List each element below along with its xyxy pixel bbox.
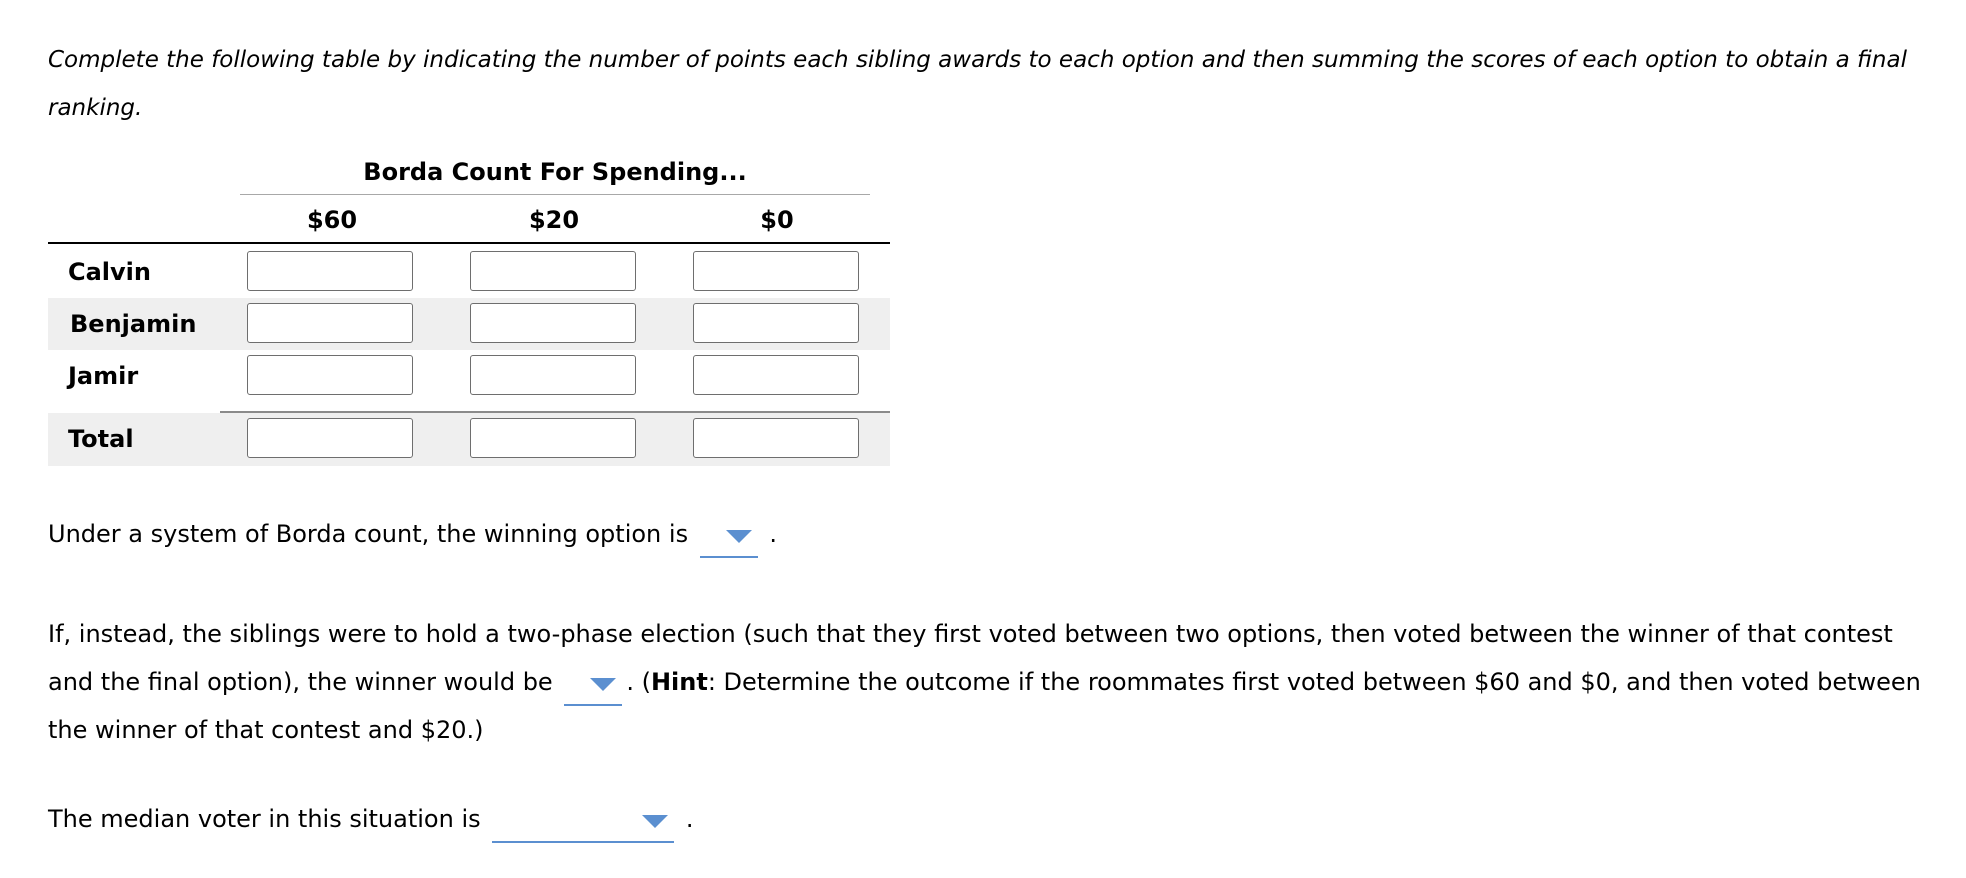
median-voter-question-text: The median voter in this situation is bbox=[48, 805, 481, 833]
borda-winner-question-text: Under a system of Borda count, the winning option is bbox=[48, 520, 689, 548]
caption-divider bbox=[240, 194, 870, 195]
median-voter-question bbox=[48, 795, 694, 843]
total-0-input[interactable] bbox=[693, 418, 859, 458]
header-divider bbox=[48, 242, 890, 244]
total-60-input[interactable] bbox=[247, 418, 413, 458]
benjamin-0-input[interactable] bbox=[693, 303, 859, 343]
calvin-60-input[interactable] bbox=[247, 251, 413, 291]
borda-winner-question bbox=[48, 510, 777, 558]
table-row-jamir bbox=[48, 350, 890, 402]
hint-open: . ( bbox=[626, 668, 651, 696]
jamir-0-input[interactable] bbox=[693, 355, 859, 395]
row-label-jamir: Jamir bbox=[68, 362, 139, 390]
table-row-total bbox=[48, 413, 890, 466]
row-label-calvin: Calvin bbox=[68, 258, 151, 286]
chevron-down-icon bbox=[642, 815, 668, 828]
borda-winner-dropdown[interactable] bbox=[700, 516, 758, 558]
row-label-total: Total bbox=[68, 425, 134, 453]
borda-count-table bbox=[48, 150, 890, 466]
borda-winner-period: . bbox=[769, 520, 777, 548]
two-phase-winner-dropdown[interactable] bbox=[564, 664, 622, 706]
calvin-0-input[interactable] bbox=[693, 251, 859, 291]
two-phase-question bbox=[48, 610, 1928, 754]
column-header-60: $60 bbox=[306, 206, 358, 234]
total-20-input[interactable] bbox=[470, 418, 636, 458]
chevron-down-icon bbox=[590, 678, 616, 691]
jamir-60-input[interactable] bbox=[247, 355, 413, 395]
two-phase-question-text: If, instead, the siblings were to hold a two-phase election (such that they first voted between two options, then voted between the winner of that contest and the final option), the winner would be bbox=[48, 620, 1893, 696]
column-header-0: $0 bbox=[760, 206, 794, 234]
benjamin-60-input[interactable] bbox=[247, 303, 413, 343]
hint-text: : Determine the outcome if the roommates first voted between $60 and $0, and then voted between the winner of that contest and $20.) bbox=[48, 668, 1921, 744]
chevron-down-icon bbox=[726, 530, 752, 543]
row-label-benjamin: Benjamin bbox=[70, 310, 197, 338]
median-voter-period: . bbox=[685, 805, 694, 833]
column-header-20: $20 bbox=[528, 206, 580, 234]
calvin-20-input[interactable] bbox=[470, 251, 636, 291]
benjamin-20-input[interactable] bbox=[470, 303, 636, 343]
table-row-calvin bbox=[48, 246, 890, 298]
median-voter-dropdown[interactable] bbox=[492, 801, 674, 843]
hint-label: Hint bbox=[650, 668, 708, 696]
instruction-text: Complete the following table by indicating the number of points each sibling awards to each option and then summing the scores of each option to obtain a final ranking. bbox=[48, 47, 1907, 121]
table-row-benjamin bbox=[48, 298, 890, 350]
table-caption: Borda Count For Spending... bbox=[363, 158, 747, 186]
jamir-20-input[interactable] bbox=[470, 355, 636, 395]
